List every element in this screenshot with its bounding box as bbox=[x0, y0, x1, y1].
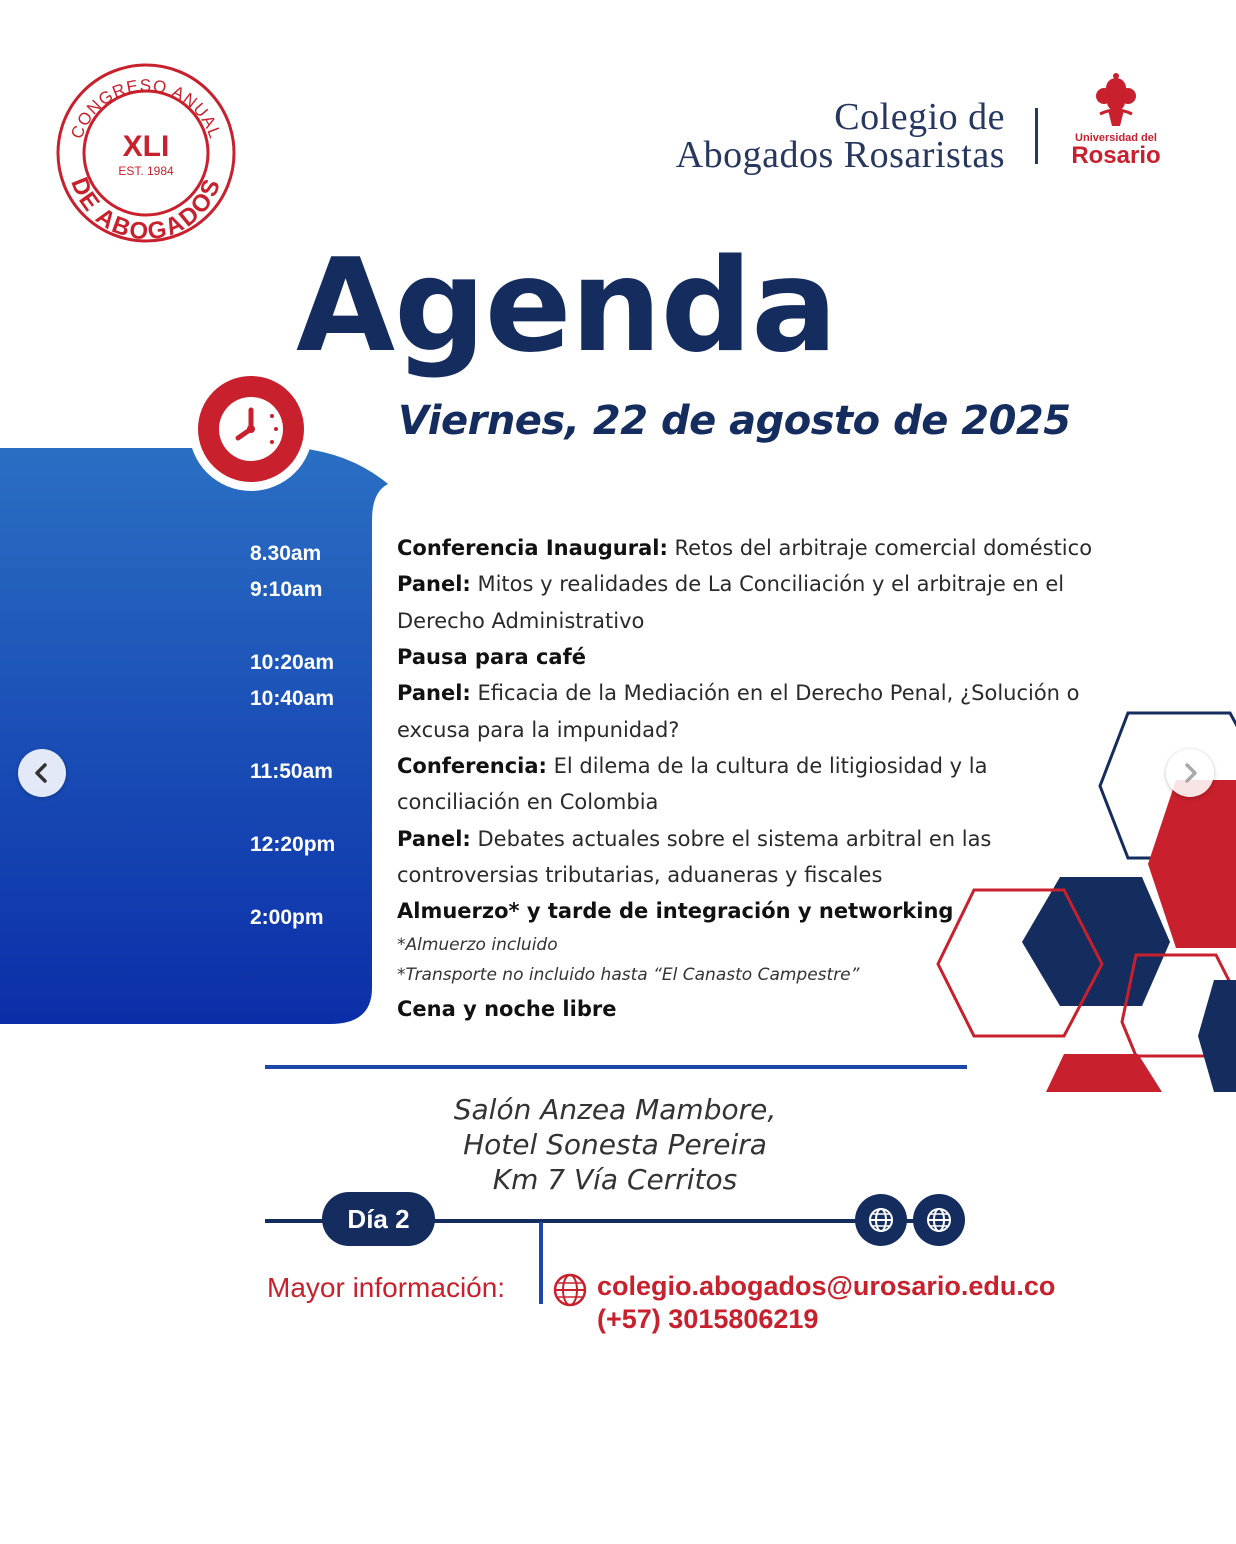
agenda-item bbox=[397, 863, 882, 887]
congreso-seal-logo bbox=[55, 62, 237, 244]
venue-address bbox=[400, 1092, 830, 1197]
time-slot: 2:00pm bbox=[250, 906, 324, 929]
agenda-item-label: Almuerzo* y tarde de integración y networking bbox=[397, 899, 954, 923]
univ-small-label: Universidad del bbox=[1075, 132, 1157, 144]
agenda-item-text: conciliación en Colombia bbox=[397, 790, 659, 814]
agenda-item bbox=[397, 790, 658, 814]
universidad-rosario-logo bbox=[1070, 70, 1162, 168]
chevron-right-icon bbox=[1179, 762, 1201, 784]
svg-text:DE ABOGADOS: DE ABOGADOS bbox=[65, 173, 227, 244]
time-slot: 9:10am bbox=[250, 578, 323, 601]
agenda-item-text: Debates actuales sobre el sistema arbitral en las bbox=[470, 827, 992, 851]
agenda-item bbox=[397, 754, 988, 778]
colegio-line2: Abogados Rosaristas bbox=[675, 134, 1005, 176]
contact-block bbox=[597, 1270, 1055, 1336]
rosario-crest-icon bbox=[1086, 70, 1146, 130]
schedule-blue-panel bbox=[0, 440, 392, 1028]
agenda-item-text: controversias tributarias, aduaneras y fiscales bbox=[397, 863, 883, 887]
agenda-note: *Transporte no incluido hasta “El Canasto Campestre” bbox=[397, 965, 860, 985]
agenda-item-text: El dilema de la cultura de litigiosidad y la bbox=[546, 754, 988, 778]
time-slot: 11:50am bbox=[250, 760, 333, 783]
svg-text:EST. 1984: EST. 1984 bbox=[118, 164, 174, 178]
agenda-item bbox=[397, 718, 679, 742]
page-title: Agenda bbox=[296, 232, 837, 381]
agenda-item-label: Pausa para café bbox=[397, 645, 586, 669]
svg-text:CONGRESO ANUAL: CONGRESO ANUAL bbox=[67, 75, 225, 142]
agenda-item bbox=[397, 572, 1064, 596]
globe-icon bbox=[913, 1194, 965, 1246]
chevron-left-icon bbox=[31, 762, 53, 784]
agenda-item-label: Panel: bbox=[397, 827, 471, 851]
venue-line: Hotel Sonesta Pereira bbox=[463, 1128, 767, 1161]
more-info-label: Mayor información: bbox=[267, 1272, 506, 1303]
agenda-item-label: Conferencia: bbox=[397, 754, 547, 778]
day-badge: Día 2 bbox=[322, 1192, 435, 1246]
agenda-item bbox=[397, 827, 991, 851]
event-date: Viernes, 22 de agosto de 2025 bbox=[398, 398, 1071, 444]
next-slide-button[interactable] bbox=[1166, 749, 1214, 797]
time-slot: 10:20am bbox=[250, 651, 335, 674]
previous-slide-button[interactable] bbox=[18, 749, 66, 797]
section-divider bbox=[265, 1065, 967, 1069]
colegio-line1: Colegio de bbox=[834, 96, 1005, 138]
venue-line: Km 7 Vía Cerritos bbox=[492, 1163, 738, 1196]
univ-name-label: Rosario bbox=[1071, 142, 1161, 169]
agenda-item-text: Mitos y realidades de La Conciliación y el arbitraje en el bbox=[470, 572, 1065, 596]
venue-line: Salón Anzea Mambore, bbox=[453, 1093, 777, 1126]
time-slot: 10:40am bbox=[250, 687, 335, 710]
agenda-item-label: Panel: bbox=[397, 681, 471, 705]
clock-icon bbox=[188, 366, 314, 492]
header-divider bbox=[1035, 108, 1038, 164]
agenda-item-label: Conferencia Inaugural: bbox=[397, 536, 668, 560]
agenda-item-text: Derecho Administrativo bbox=[397, 609, 645, 633]
svg-text:XLI: XLI bbox=[122, 130, 170, 163]
agenda-item-text: Eficacia de la Mediación en el Derecho Penal, ¿Solución o bbox=[470, 681, 1080, 705]
agenda-item-text: excusa para la impunidad? bbox=[397, 718, 680, 742]
contact-email-link[interactable]: colegio.abogados@urosario.edu.co bbox=[597, 1271, 1056, 1301]
agenda-item bbox=[397, 645, 586, 669]
agenda-item bbox=[397, 997, 616, 1021]
web-icon bbox=[553, 1273, 587, 1307]
agenda-item-label: Panel: bbox=[397, 572, 471, 596]
contact-divider bbox=[539, 1222, 543, 1304]
contact-phone[interactable]: (+57) 3015806219 bbox=[597, 1304, 819, 1334]
agenda-item-text: Retos del arbitraje comercial doméstico bbox=[667, 536, 1093, 560]
globe-icon bbox=[855, 1194, 907, 1246]
agenda-item bbox=[397, 536, 1092, 560]
agenda-item bbox=[397, 609, 644, 633]
agenda-note: *Almuerzo incluido bbox=[397, 935, 558, 955]
time-slot: 12:20pm bbox=[250, 833, 336, 856]
agenda-item bbox=[397, 899, 953, 923]
colegio-header bbox=[640, 98, 1005, 174]
time-slot: 8.30am bbox=[250, 542, 322, 565]
agenda-item-label: Cena y noche libre bbox=[397, 997, 617, 1021]
